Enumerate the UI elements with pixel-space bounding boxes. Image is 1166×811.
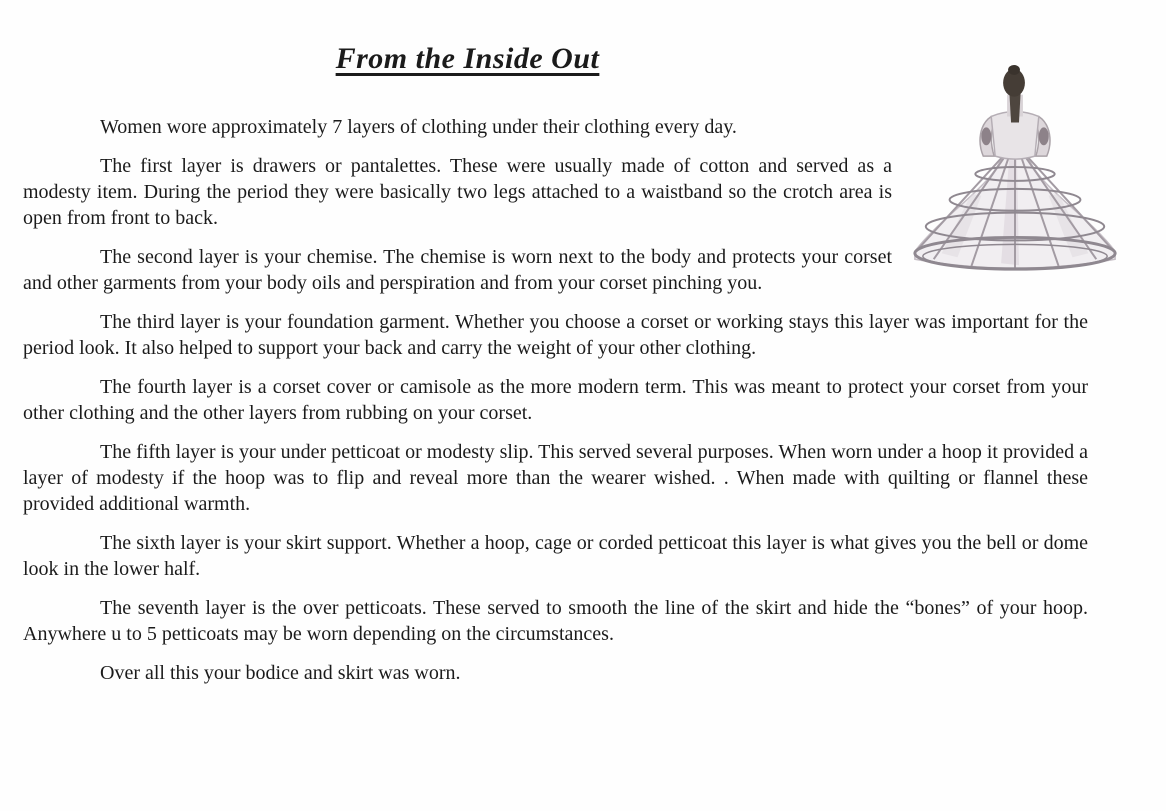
page-title: From the Inside Out: [335, 42, 600, 75]
paragraph-closing: Over all this your bodice and skirt was worn.: [100, 662, 461, 684]
paragraph-layer-4: The fourth layer is a corset cover or camisole as the more modern term. This was meant to protect your corset from your other clothing and the other layers from rubbing on your corset.: [23, 376, 1088, 424]
figure-right-forearm: [1039, 127, 1049, 145]
title-band: [0, 0, 935, 76]
document-body: [23, 114, 1088, 686]
paragraph-intro: Women wore approximately 7 layers of clothing under their clothing every day.: [100, 116, 737, 138]
paragraph-layer-2: The second layer is your chemise. The chemise is worn next to the body and protects your corset and other garments from your body oils and perspiration and from your corset pinching you.: [23, 246, 892, 294]
figure-left-forearm: [981, 127, 991, 145]
paragraph-layer-7: The seventh layer is the over petticoats. These served to smooth the line of the skirt and hide the “bones” of your hoop. Anywhere u to 5 petticoats may be worn depending on the circumstances.: [23, 597, 1088, 645]
paragraph-layer-5: The fifth layer is your under petticoat or modesty slip. This served several purposes. When worn under a hoop it provided a layer of modesty if the hoop was to flip and reveal more than the wearer wished. . When made with quilting or flannel these provided additional warmth.: [23, 441, 1088, 515]
paragraph-layer-3: The third layer is your foundation garment. Whether you choose a corset or working stays this layer was important for the period look. It also helped to support your back and carry the weight of your other clothing.: [23, 311, 1088, 359]
crinoline-figure-image: [902, 64, 1130, 282]
paragraph-layer-1: The first layer is drawers or pantalettes. These were usually made of cotton and served as a modesty item. During the period they were basically two legs attached to a waistband so the crotch area is open from front to back.: [23, 155, 892, 229]
hoop-skirt-illustration: [902, 64, 1130, 282]
paragraph-layer-6: The sixth layer is your skirt support. Whether a hoop, cage or corded petticoat this layer is what gives you the bell or dome look in the lower half.: [23, 532, 1088, 580]
figure-hair-bun: [1008, 65, 1020, 75]
